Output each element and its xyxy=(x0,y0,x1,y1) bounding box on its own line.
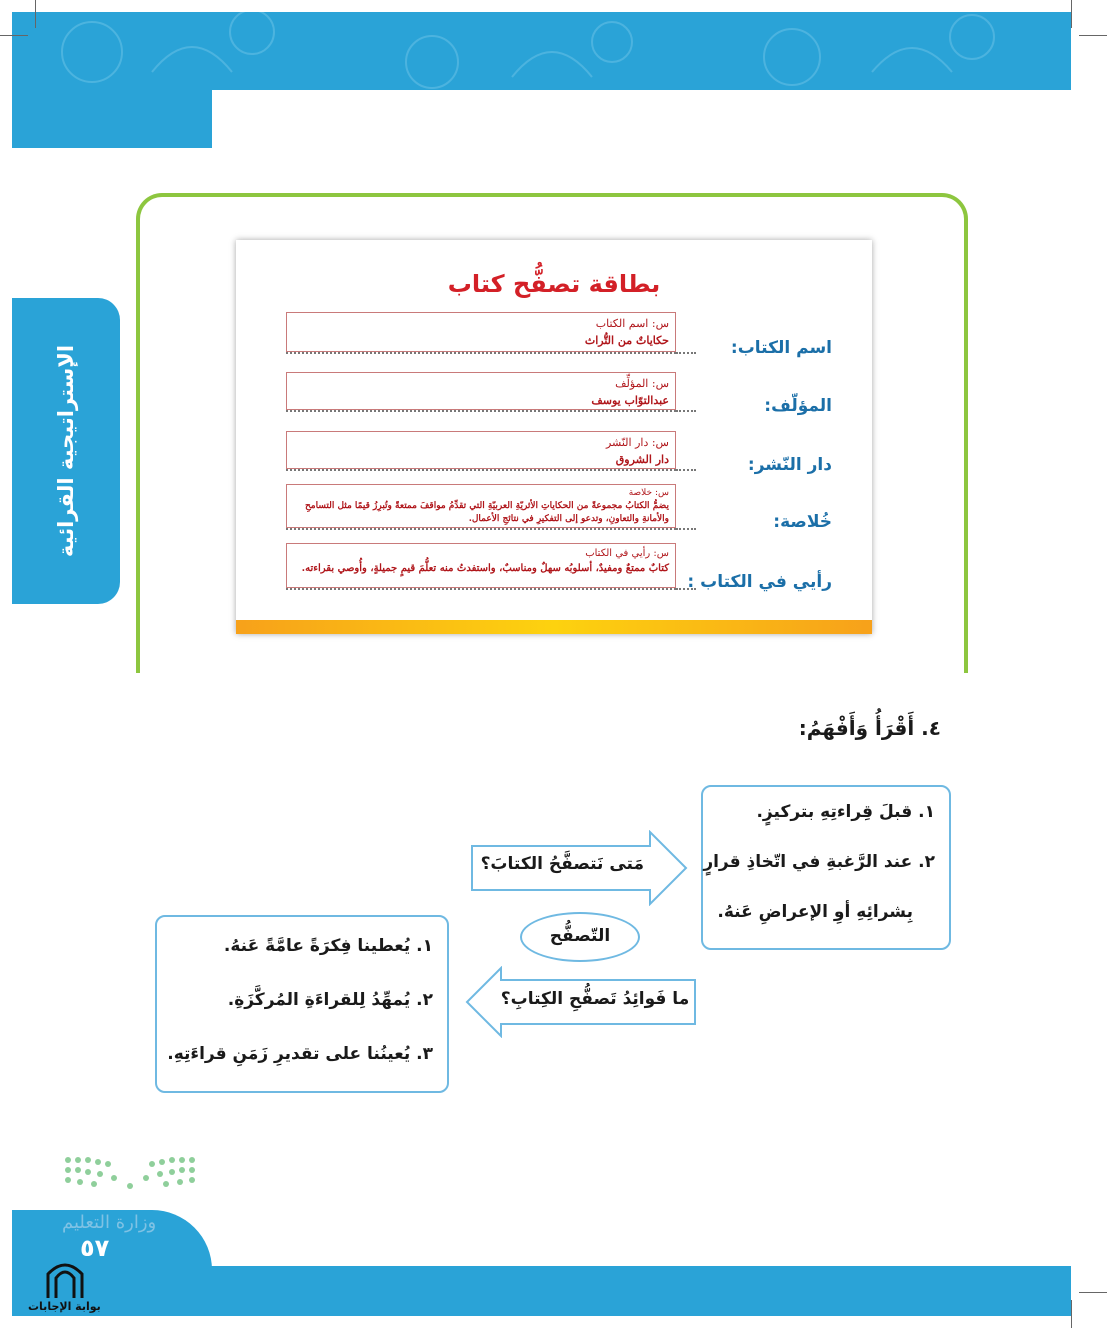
benefit-item: ٢. يُمهِّدُ لِلقراءَةِ المُركَّزَةِ. xyxy=(227,990,433,1010)
gateway-logo-icon xyxy=(44,1256,86,1300)
answer-box-author[interactable]: س: المؤلِّف عبدالتوّاب يوسف xyxy=(286,372,676,410)
header-band xyxy=(12,12,1071,90)
ministry-text: وزارة التعليم xyxy=(62,1212,157,1233)
dotted-line xyxy=(286,352,676,354)
answer-box-book-name[interactable]: س: اسم الكتاب حكاياتٌ من التُّراث xyxy=(286,312,676,352)
side-tab xyxy=(12,298,120,604)
side-tab-label: الإستراتيجية القرائية xyxy=(54,344,78,558)
benefit-item: ٣. يُعينُنا على تقديرِ زَمَنِ قراءَتِهِ. xyxy=(167,1044,433,1064)
crop-mark xyxy=(1071,0,1072,28)
dotted-line xyxy=(676,469,696,471)
when-item: بِشرائِهِ أوِ الإعراضِ عَنهُ. xyxy=(717,902,913,922)
dotted-line xyxy=(676,352,696,354)
ministry-logo-icon xyxy=(60,1152,200,1198)
dotted-line xyxy=(676,528,696,530)
gateway-text: بوابة الإجابات xyxy=(28,1300,101,1313)
row-label-opinion: رأيي في الكتاب : xyxy=(687,572,832,592)
when-item: ٢. عند الرَّغبةِ في اتّخاذِ قرارٍ xyxy=(703,852,935,872)
card-stripe xyxy=(236,620,872,634)
crop-mark xyxy=(1071,1300,1072,1328)
header-pattern xyxy=(12,12,1071,90)
card-title: بطاقة تصفُّح كتاب xyxy=(447,270,661,298)
row-label-book-name: اسم الكتاب: xyxy=(730,338,832,358)
dotted-line xyxy=(286,469,676,471)
row-label-publisher: دار النّشر: xyxy=(747,455,832,475)
page-number: ٥٧ xyxy=(80,1234,110,1262)
benefit-item: ١. يُعطينا فِكرَةً عامَّةً عَنهُ. xyxy=(223,936,433,956)
row-label-author: المؤلّف: xyxy=(764,396,832,416)
when-items-box xyxy=(701,785,951,950)
dotted-line xyxy=(676,410,696,412)
crop-mark xyxy=(0,35,28,36)
dotted-line xyxy=(286,528,676,530)
when-question: مَتى نَتصفَّحُ الكتابَ؟ xyxy=(480,854,644,874)
section-heading: ٤. أَقْرَأُ وَأَفْهَمُ: xyxy=(798,716,941,740)
answer-box-publisher[interactable]: س: دار النّشر دار الشروق xyxy=(286,431,676,469)
crop-mark xyxy=(1079,1292,1107,1293)
answer-box-summary[interactable]: س: خلاصة يضمُّ الكتابُ مجموعةً من الحكاياتِ الأثريّةِ العربيّةِ التي تقدِّمُ مواقفَ ممتعةً وتُبرِزُ قيمًا مثل التسامحِ والأمانةِ والتعاونِ، وتدعو إلى التفكيرِ في نتائجِ الأعمال. xyxy=(286,484,676,528)
dotted-line xyxy=(676,588,696,590)
crop-mark xyxy=(35,0,36,28)
answer-box-opinion[interactable]: س: رأيي في الكتاب كتابٌ ممتعٌ ومفيدٌ، أسلوبُه سهلٌ ومناسبٌ، واستفدتُ منه تعلُّمَ قيمٍ جميلةٍ، وأُوصي بقراءته. xyxy=(286,543,676,588)
dotted-line xyxy=(286,588,676,590)
row-label-summary: خُلاصة: xyxy=(773,512,832,532)
benefits-items-box xyxy=(155,915,449,1093)
header-corner xyxy=(12,90,212,148)
benefits-question: ما فَوائِدُ تَصفُّحِ الكِتابِ؟ xyxy=(500,989,690,1009)
crop-mark xyxy=(1079,35,1107,36)
dotted-line xyxy=(286,410,676,412)
center-oval: التّصفُّح xyxy=(520,912,640,962)
when-item: ١. قبلَ قِراءتِهِ بتركيزٍ. xyxy=(756,802,935,822)
footer-band xyxy=(12,1266,1071,1316)
